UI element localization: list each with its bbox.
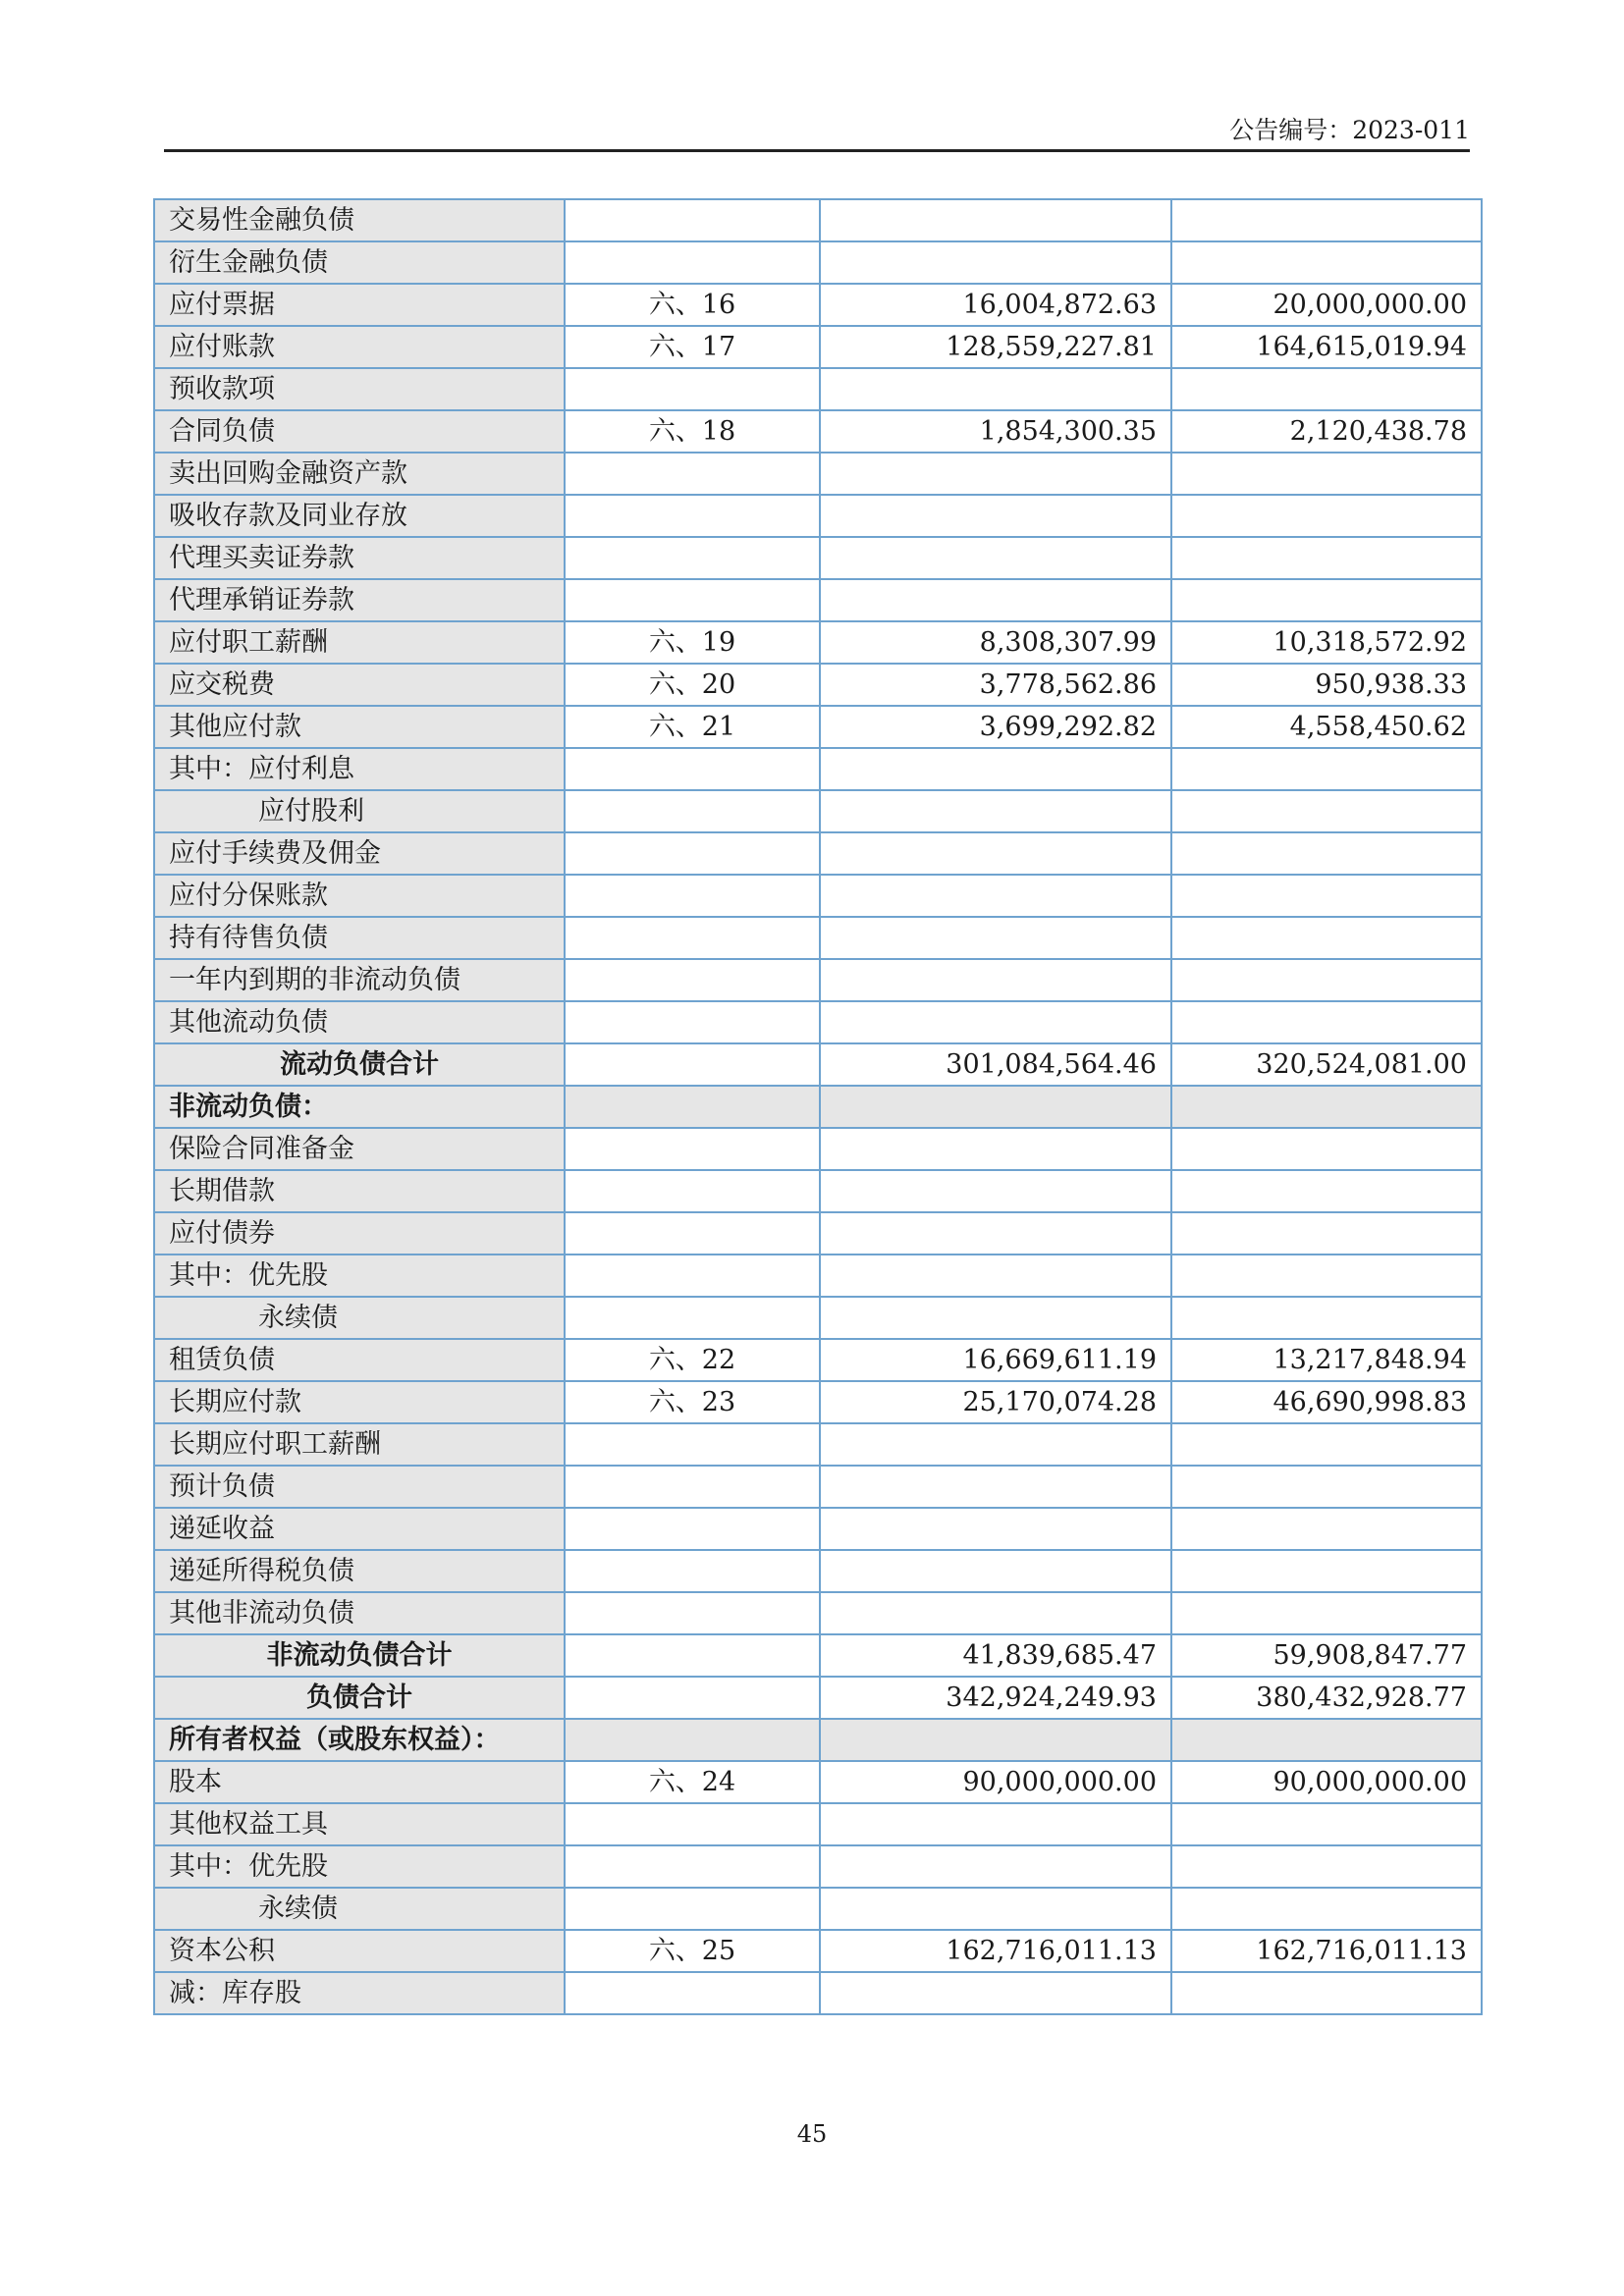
- table-row: [154, 1466, 1482, 1508]
- row-note: [565, 1466, 820, 1508]
- row-label: 应付手续费及佣金: [154, 832, 565, 875]
- table-row: [154, 495, 1482, 537]
- row-prior-balance: [1171, 875, 1482, 917]
- table-row: [154, 1972, 1482, 2014]
- row-note: [565, 495, 820, 537]
- row-label: 应付分保账款: [154, 875, 565, 917]
- total-row: [154, 1043, 1482, 1086]
- row-note: [565, 1043, 820, 1086]
- row-label: 递延收益: [154, 1508, 565, 1550]
- table-row: [154, 537, 1482, 579]
- table-row: [154, 790, 1482, 832]
- row-note: [565, 579, 820, 621]
- row-note: [565, 453, 820, 495]
- row-current-balance: [820, 241, 1171, 284]
- row-current-balance: 16,004,872.63: [820, 284, 1171, 326]
- table-row: [154, 1423, 1482, 1466]
- row-prior-balance: [1171, 579, 1482, 621]
- table-row: [154, 1930, 1482, 1972]
- row-note: [565, 748, 820, 790]
- row-current-balance: 301,084,564.46: [820, 1043, 1171, 1086]
- row-prior-balance: [1171, 537, 1482, 579]
- table-row: [154, 326, 1482, 368]
- row-current-balance: [820, 1001, 1171, 1043]
- page-number: 45: [796, 2120, 828, 2148]
- row-note: [565, 1634, 820, 1677]
- section-row: [154, 1086, 1482, 1128]
- row-current-balance: [820, 368, 1171, 410]
- row-current-balance: [820, 1297, 1171, 1339]
- row-prior-balance: [1171, 1888, 1482, 1930]
- row-label: 应付股利: [154, 790, 565, 832]
- row-prior-balance: [1171, 1212, 1482, 1255]
- row-note: [565, 199, 820, 241]
- row-current-balance: [820, 1423, 1171, 1466]
- row-label: 负债合计: [154, 1677, 565, 1719]
- row-current-balance: 128,559,227.81: [820, 326, 1171, 368]
- row-label: 交易性金融负债: [154, 199, 565, 241]
- row-prior-balance: [1171, 453, 1482, 495]
- row-prior-balance: [1171, 199, 1482, 241]
- row-current-balance: [820, 832, 1171, 875]
- row-label: 合同负债: [154, 410, 565, 453]
- table-row: [154, 284, 1482, 326]
- row-note: [565, 241, 820, 284]
- row-note: [565, 1423, 820, 1466]
- row-prior-balance: [1171, 790, 1482, 832]
- row-note: [565, 1719, 820, 1761]
- row-current-balance: [820, 1086, 1171, 1128]
- table-row: [154, 410, 1482, 453]
- row-prior-balance: 46,690,998.83: [1171, 1381, 1482, 1423]
- row-note: 六、18: [565, 410, 820, 453]
- row-prior-balance: 59,908,847.77: [1171, 1634, 1482, 1677]
- table-row: [154, 1592, 1482, 1634]
- row-prior-balance: 2,120,438.78: [1171, 410, 1482, 453]
- row-note: [565, 1128, 820, 1170]
- row-note: [565, 875, 820, 917]
- row-label: 流动负债合计: [154, 1043, 565, 1086]
- row-prior-balance: [1171, 832, 1482, 875]
- row-note: 六、19: [565, 621, 820, 664]
- row-prior-balance: [1171, 917, 1482, 959]
- table-row: [154, 1550, 1482, 1592]
- row-note: 六、25: [565, 1930, 820, 1972]
- row-current-balance: [820, 1170, 1171, 1212]
- row-current-balance: [820, 1888, 1171, 1930]
- table-row: [154, 832, 1482, 875]
- row-label: 股本: [154, 1761, 565, 1803]
- row-note: [565, 1592, 820, 1634]
- table-row: [154, 1255, 1482, 1297]
- row-label: 预收款项: [154, 368, 565, 410]
- row-label: 所有者权益（或股东权益）：: [154, 1719, 565, 1761]
- table-row: [154, 1845, 1482, 1888]
- row-current-balance: [820, 199, 1171, 241]
- row-label: 应付票据: [154, 284, 565, 326]
- row-note: [565, 1086, 820, 1128]
- row-current-balance: 8,308,307.99: [820, 621, 1171, 664]
- table-row: [154, 664, 1482, 706]
- row-note: [565, 1550, 820, 1592]
- row-current-balance: [820, 1803, 1171, 1845]
- row-current-balance: [820, 1128, 1171, 1170]
- row-prior-balance: 13,217,848.94: [1171, 1339, 1482, 1381]
- row-label: 非流动负债合计: [154, 1634, 565, 1677]
- table-row: [154, 368, 1482, 410]
- row-note: [565, 1297, 820, 1339]
- row-note: 六、20: [565, 664, 820, 706]
- row-current-balance: [820, 1845, 1171, 1888]
- row-current-balance: 16,669,611.19: [820, 1339, 1171, 1381]
- row-current-balance: [820, 495, 1171, 537]
- row-label: 吸收存款及同业存放: [154, 495, 565, 537]
- row-label: 永续债: [154, 1297, 565, 1339]
- row-label: 其中：优先股: [154, 1845, 565, 1888]
- row-label: 长期应付款: [154, 1381, 565, 1423]
- row-label: 资本公积: [154, 1930, 565, 1972]
- table-row: [154, 875, 1482, 917]
- row-current-balance: [820, 1255, 1171, 1297]
- row-prior-balance: 320,524,081.00: [1171, 1043, 1482, 1086]
- table-row: [154, 621, 1482, 664]
- row-current-balance: [820, 1212, 1171, 1255]
- row-prior-balance: [1171, 1466, 1482, 1508]
- row-label: 永续债: [154, 1888, 565, 1930]
- table-row: [154, 1381, 1482, 1423]
- row-label: 其他应付款: [154, 706, 565, 748]
- row-prior-balance: [1171, 1592, 1482, 1634]
- row-current-balance: 3,778,562.86: [820, 664, 1171, 706]
- row-prior-balance: [1171, 1128, 1482, 1170]
- row-prior-balance: 20,000,000.00: [1171, 284, 1482, 326]
- row-note: [565, 1888, 820, 1930]
- table-row: [154, 1803, 1482, 1845]
- section-row: [154, 1719, 1482, 1761]
- row-note: 六、22: [565, 1339, 820, 1381]
- row-prior-balance: 164,615,019.94: [1171, 326, 1482, 368]
- row-current-balance: 1,854,300.35: [820, 410, 1171, 453]
- row-current-balance: [820, 875, 1171, 917]
- row-label: 其他流动负债: [154, 1001, 565, 1043]
- row-note: [565, 1845, 820, 1888]
- row-current-balance: 342,924,249.93: [820, 1677, 1171, 1719]
- row-note: [565, 1803, 820, 1845]
- row-note: [565, 1677, 820, 1719]
- table-row: [154, 453, 1482, 495]
- row-label: 递延所得税负债: [154, 1550, 565, 1592]
- row-label: 长期应付职工薪酬: [154, 1423, 565, 1466]
- total-row: [154, 1634, 1482, 1677]
- row-current-balance: [820, 453, 1171, 495]
- row-label: 卖出回购金融资产款: [154, 453, 565, 495]
- row-label: 租赁负债: [154, 1339, 565, 1381]
- row-label: 应付债券: [154, 1212, 565, 1255]
- table-row: [154, 199, 1482, 241]
- row-current-balance: 41,839,685.47: [820, 1634, 1171, 1677]
- row-label: 非流动负债：: [154, 1086, 565, 1128]
- row-note: [565, 1170, 820, 1212]
- row-prior-balance: [1171, 1297, 1482, 1339]
- row-label: 应付职工薪酬: [154, 621, 565, 664]
- row-current-balance: [820, 1719, 1171, 1761]
- row-current-balance: 3,699,292.82: [820, 706, 1171, 748]
- row-prior-balance: [1171, 1170, 1482, 1212]
- row-note: 六、16: [565, 284, 820, 326]
- row-prior-balance: [1171, 368, 1482, 410]
- table-row: [154, 579, 1482, 621]
- row-prior-balance: 10,318,572.92: [1171, 621, 1482, 664]
- row-note: 六、24: [565, 1761, 820, 1803]
- row-label: 预计负债: [154, 1466, 565, 1508]
- row-label: 应付账款: [154, 326, 565, 368]
- row-current-balance: [820, 790, 1171, 832]
- row-prior-balance: [1171, 959, 1482, 1001]
- row-note: [565, 537, 820, 579]
- table-row: [154, 959, 1482, 1001]
- header-divider: [164, 149, 1470, 152]
- row-note: [565, 1001, 820, 1043]
- row-prior-balance: [1171, 1001, 1482, 1043]
- table-row: [154, 748, 1482, 790]
- row-current-balance: 90,000,000.00: [820, 1761, 1171, 1803]
- row-label: 代理买卖证券款: [154, 537, 565, 579]
- row-prior-balance: [1171, 1423, 1482, 1466]
- row-note: [565, 959, 820, 1001]
- row-note: [565, 790, 820, 832]
- total-row: [154, 1677, 1482, 1719]
- row-note: [565, 1972, 820, 2014]
- row-prior-balance: [1171, 495, 1482, 537]
- row-note: [565, 368, 820, 410]
- balance-sheet-body: [154, 199, 1482, 2014]
- row-prior-balance: [1171, 748, 1482, 790]
- table-row: [154, 1888, 1482, 1930]
- row-note: [565, 1508, 820, 1550]
- row-label: 衍生金融负债: [154, 241, 565, 284]
- row-prior-balance: [1171, 1719, 1482, 1761]
- row-note: [565, 832, 820, 875]
- row-prior-balance: [1171, 1086, 1482, 1128]
- row-prior-balance: [1171, 1803, 1482, 1845]
- row-label: 其他权益工具: [154, 1803, 565, 1845]
- table-row: [154, 917, 1482, 959]
- table-row: [154, 1170, 1482, 1212]
- table-row: [154, 1212, 1482, 1255]
- row-current-balance: 162,716,011.13: [820, 1930, 1171, 1972]
- row-note: [565, 1255, 820, 1297]
- row-note: 六、17: [565, 326, 820, 368]
- row-prior-balance: [1171, 1972, 1482, 2014]
- row-current-balance: [820, 537, 1171, 579]
- row-current-balance: [820, 1972, 1171, 2014]
- row-note: 六、23: [565, 1381, 820, 1423]
- row-note: [565, 1212, 820, 1255]
- row-prior-balance: [1171, 1550, 1482, 1592]
- row-current-balance: [820, 748, 1171, 790]
- table-row: [154, 1297, 1482, 1339]
- row-current-balance: [820, 1508, 1171, 1550]
- row-current-balance: 25,170,074.28: [820, 1381, 1171, 1423]
- row-current-balance: [820, 1550, 1171, 1592]
- table-row: [154, 706, 1482, 748]
- row-current-balance: [820, 579, 1171, 621]
- row-current-balance: [820, 1592, 1171, 1634]
- table-row: [154, 1001, 1482, 1043]
- row-prior-balance: 162,716,011.13: [1171, 1930, 1482, 1972]
- row-note: 六、21: [565, 706, 820, 748]
- row-prior-balance: [1171, 241, 1482, 284]
- table-row: [154, 1508, 1482, 1550]
- table-row: [154, 1761, 1482, 1803]
- row-prior-balance: [1171, 1845, 1482, 1888]
- row-label: 长期借款: [154, 1170, 565, 1212]
- row-current-balance: [820, 917, 1171, 959]
- row-note: [565, 917, 820, 959]
- table-row: [154, 1339, 1482, 1381]
- row-current-balance: [820, 959, 1171, 1001]
- row-prior-balance: [1171, 1508, 1482, 1550]
- row-label: 应交税费: [154, 664, 565, 706]
- row-label: 代理承销证券款: [154, 579, 565, 621]
- row-prior-balance: 950,938.33: [1171, 664, 1482, 706]
- row-label: 其他非流动负债: [154, 1592, 565, 1634]
- row-label: 持有待售负债: [154, 917, 565, 959]
- row-label: 其中：优先股: [154, 1255, 565, 1297]
- balance-sheet-table: [153, 198, 1483, 2015]
- row-label: 保险合同准备金: [154, 1128, 565, 1170]
- announcement-number: 公告编号：2023-011: [1229, 116, 1470, 144]
- row-prior-balance: 90,000,000.00: [1171, 1761, 1482, 1803]
- table-row: [154, 1128, 1482, 1170]
- row-label: 其中：应付利息: [154, 748, 565, 790]
- row-current-balance: [820, 1466, 1171, 1508]
- table-row: [154, 241, 1482, 284]
- row-prior-balance: 4,558,450.62: [1171, 706, 1482, 748]
- row-label: 减：库存股: [154, 1972, 565, 2014]
- row-prior-balance: 380,432,928.77: [1171, 1677, 1482, 1719]
- row-label: 一年内到期的非流动负债: [154, 959, 565, 1001]
- row-prior-balance: [1171, 1255, 1482, 1297]
